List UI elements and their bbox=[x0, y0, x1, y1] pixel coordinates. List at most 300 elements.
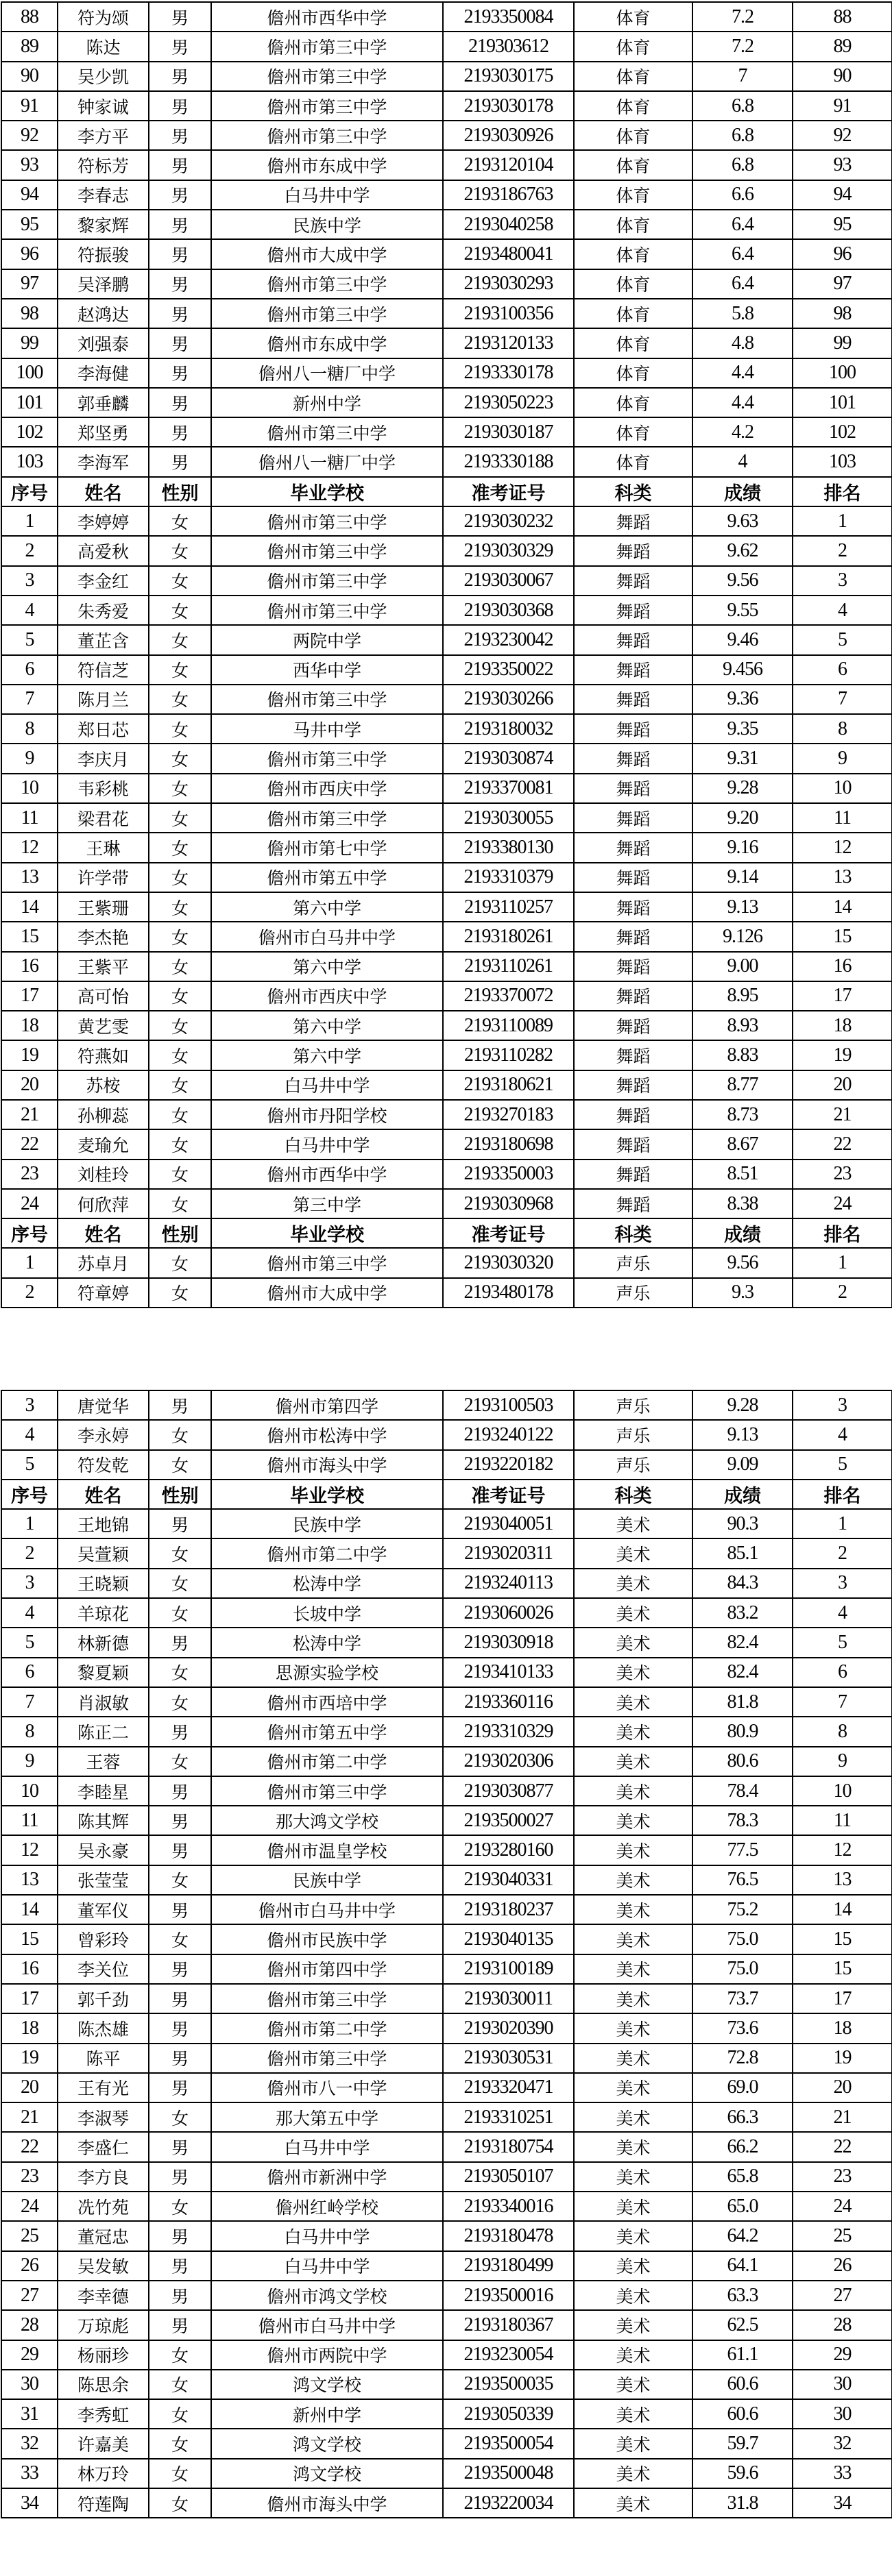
seq-cell: 14 bbox=[1, 892, 58, 922]
score-cell: 80.6 bbox=[692, 1747, 793, 1776]
category-cell: 美术 bbox=[574, 2044, 692, 2073]
exam-id-cell: 2193320471 bbox=[443, 2073, 574, 2102]
score-cell: 59.7 bbox=[692, 2429, 793, 2458]
rank-cell: 2 bbox=[793, 1278, 892, 1308]
score-cell: 9.16 bbox=[692, 833, 793, 862]
category-cell: 美术 bbox=[574, 1776, 692, 1806]
column-header: 科类 bbox=[574, 477, 692, 506]
category-cell: 体育 bbox=[574, 358, 692, 388]
gender-cell: 女 bbox=[149, 1278, 211, 1308]
column-header: 性别 bbox=[149, 1218, 211, 1248]
score-cell: 60.6 bbox=[692, 2399, 793, 2429]
school-cell: 儋州市白马井中学 bbox=[211, 2310, 443, 2340]
table-row bbox=[1, 596, 892, 625]
rank-cell: 22 bbox=[793, 1129, 892, 1159]
exam-id-cell: 2193020390 bbox=[443, 2013, 574, 2043]
name-cell: 麦瑜允 bbox=[58, 1129, 149, 1159]
table-row bbox=[1, 1278, 892, 1308]
score-cell: 9.63 bbox=[692, 506, 793, 536]
table-row bbox=[1, 1598, 892, 1628]
name-cell: 王有光 bbox=[58, 2073, 149, 2102]
seq-cell: 17 bbox=[1, 1984, 58, 2013]
school-cell: 儋州市第三中学 bbox=[211, 1248, 443, 1277]
score-cell: 9.00 bbox=[692, 952, 793, 981]
school-cell: 第六中学 bbox=[211, 952, 443, 981]
gender-cell: 男 bbox=[149, 328, 211, 358]
category-cell: 美术 bbox=[574, 1569, 692, 1598]
gender-cell: 女 bbox=[149, 803, 211, 833]
seq-cell: 25 bbox=[1, 2221, 58, 2250]
seq-cell: 19 bbox=[1, 2044, 58, 2073]
score-cell: 8.83 bbox=[692, 1040, 793, 1070]
table-row bbox=[1, 744, 892, 773]
exam-id-cell: 2193180499 bbox=[443, 2251, 574, 2281]
school-cell: 儋州市第三中学 bbox=[211, 685, 443, 714]
column-header: 性别 bbox=[149, 1480, 211, 1509]
gender-cell: 女 bbox=[149, 1100, 211, 1129]
name-cell: 李永婷 bbox=[58, 1420, 149, 1449]
name-cell: 肖淑敏 bbox=[58, 1687, 149, 1717]
name-cell: 李方平 bbox=[58, 121, 149, 150]
school-cell: 那大第五中学 bbox=[211, 2102, 443, 2132]
score-cell: 6.4 bbox=[692, 210, 793, 239]
table-row bbox=[1, 1835, 892, 1865]
seq-cell: 4 bbox=[1, 1420, 58, 1449]
rank-cell: 13 bbox=[793, 863, 892, 892]
gender-cell: 男 bbox=[149, 2044, 211, 2073]
rank-cell: 29 bbox=[793, 2340, 892, 2370]
school-cell: 第三中学 bbox=[211, 1189, 443, 1218]
table-row bbox=[1, 2281, 892, 2310]
gender-cell: 女 bbox=[149, 625, 211, 654]
score-cell: 6.8 bbox=[692, 91, 793, 121]
exam-id-cell: 2193230054 bbox=[443, 2340, 574, 2370]
seq-cell: 103 bbox=[1, 447, 58, 476]
category-cell: 美术 bbox=[574, 1687, 692, 1717]
score-cell: 6.6 bbox=[692, 180, 793, 210]
table-row bbox=[1, 566, 892, 596]
rank-cell: 5 bbox=[793, 1450, 892, 1480]
category-cell: 舞蹈 bbox=[574, 625, 692, 654]
score-cell: 72.8 bbox=[692, 2044, 793, 2073]
table-row bbox=[1, 1450, 892, 1480]
exam-id-cell: 2193110261 bbox=[443, 952, 574, 981]
gender-cell: 女 bbox=[149, 536, 211, 565]
rank-cell: 7 bbox=[793, 685, 892, 714]
gender-cell: 女 bbox=[149, 1569, 211, 1598]
seq-cell: 9 bbox=[1, 1747, 58, 1776]
category-cell: 舞蹈 bbox=[574, 744, 692, 773]
seq-cell: 13 bbox=[1, 1865, 58, 1895]
rank-cell: 1 bbox=[793, 506, 892, 536]
gender-cell: 男 bbox=[149, 150, 211, 180]
school-cell: 儋州市第二中学 bbox=[211, 2013, 443, 2043]
school-cell: 儋州市第七中学 bbox=[211, 833, 443, 862]
category-cell: 美术 bbox=[574, 1658, 692, 1687]
seq-cell: 96 bbox=[1, 239, 58, 269]
name-cell: 黄艺雯 bbox=[58, 1011, 149, 1040]
column-header: 准考证号 bbox=[443, 1480, 574, 1509]
score-cell: 8.77 bbox=[692, 1070, 793, 1100]
school-cell: 新州中学 bbox=[211, 388, 443, 417]
exam-id-cell: 2193040135 bbox=[443, 1924, 574, 1954]
table-row bbox=[1, 1776, 892, 1806]
table-row bbox=[1, 2102, 892, 2132]
category-cell: 舞蹈 bbox=[574, 1011, 692, 1040]
school-cell: 第六中学 bbox=[211, 892, 443, 922]
rank-cell: 14 bbox=[793, 892, 892, 922]
exam-id-cell: 2193410133 bbox=[443, 1658, 574, 1687]
table-row bbox=[1, 2459, 892, 2488]
rank-cell: 24 bbox=[793, 1189, 892, 1218]
name-cell: 符章婷 bbox=[58, 1278, 149, 1308]
category-cell: 声乐 bbox=[574, 1450, 692, 1480]
rank-cell: 89 bbox=[793, 32, 892, 61]
category-cell: 美术 bbox=[574, 1895, 692, 1924]
seq-cell: 22 bbox=[1, 2132, 58, 2161]
score-cell: 78.3 bbox=[692, 1806, 793, 1835]
seq-cell: 97 bbox=[1, 269, 58, 299]
rank-cell: 25 bbox=[793, 2221, 892, 2250]
rank-cell: 13 bbox=[793, 1865, 892, 1895]
seq-cell: 8 bbox=[1, 1717, 58, 1746]
school-cell: 儋州市第四中学 bbox=[211, 1954, 443, 1984]
category-cell: 美术 bbox=[574, 2488, 692, 2518]
school-cell: 两院中学 bbox=[211, 625, 443, 654]
score-cell: 9.56 bbox=[692, 1248, 793, 1277]
table-row bbox=[1, 2340, 892, 2370]
exam-id-cell: 2193030877 bbox=[443, 1776, 574, 1806]
exam-id-cell: 2193030187 bbox=[443, 417, 574, 447]
rank-cell: 15 bbox=[793, 1954, 892, 1984]
table-row bbox=[1, 625, 892, 654]
gender-cell: 女 bbox=[149, 981, 211, 1011]
name-cell: 陈其辉 bbox=[58, 1806, 149, 1835]
exam-id-cell: 2193480041 bbox=[443, 239, 574, 269]
gender-cell: 女 bbox=[149, 863, 211, 892]
table-row bbox=[1, 1040, 892, 1070]
category-cell: 舞蹈 bbox=[574, 596, 692, 625]
category-cell: 声乐 bbox=[574, 1278, 692, 1308]
gender-cell: 男 bbox=[149, 62, 211, 91]
score-cell: 8.51 bbox=[692, 1160, 793, 1189]
category-cell: 舞蹈 bbox=[574, 774, 692, 803]
score-cell: 83.2 bbox=[692, 1598, 793, 1628]
school-cell: 儋州市第三中学 bbox=[211, 32, 443, 61]
rank-cell: 90 bbox=[793, 62, 892, 91]
category-cell: 美术 bbox=[574, 1509, 692, 1538]
name-cell: 韦彩桃 bbox=[58, 774, 149, 803]
name-cell: 陈平 bbox=[58, 2044, 149, 2073]
rank-cell: 16 bbox=[793, 952, 892, 981]
column-header: 姓名 bbox=[58, 477, 149, 506]
table-row bbox=[1, 1865, 892, 1895]
seq-cell: 24 bbox=[1, 1189, 58, 1218]
seq-cell: 32 bbox=[1, 2429, 58, 2458]
gender-cell: 女 bbox=[149, 1160, 211, 1189]
seq-cell: 34 bbox=[1, 2488, 58, 2518]
exam-id-cell: 2193180754 bbox=[443, 2132, 574, 2161]
gender-cell: 男 bbox=[149, 2132, 211, 2161]
name-cell: 王蓉 bbox=[58, 1747, 149, 1776]
rank-cell: 15 bbox=[793, 922, 892, 951]
name-cell: 符为颂 bbox=[58, 2, 149, 32]
rank-cell: 3 bbox=[793, 1390, 892, 1420]
name-cell: 羊琼花 bbox=[58, 1598, 149, 1628]
table-row bbox=[1, 1538, 892, 1568]
name-cell: 吴永豪 bbox=[58, 1835, 149, 1865]
exam-id-cell: 2193060026 bbox=[443, 1598, 574, 1628]
rank-cell: 99 bbox=[793, 328, 892, 358]
gender-cell: 男 bbox=[149, 1390, 211, 1420]
score-cell: 7.2 bbox=[692, 2, 793, 32]
gender-cell: 女 bbox=[149, 1248, 211, 1277]
school-cell: 儋州市海头中学 bbox=[211, 2488, 443, 2518]
rank-cell: 2 bbox=[793, 536, 892, 565]
rank-cell: 11 bbox=[793, 1806, 892, 1835]
rank-cell: 27 bbox=[793, 2281, 892, 2310]
exam-id-cell: 2193180261 bbox=[443, 922, 574, 951]
seq-cell: 12 bbox=[1, 1835, 58, 1865]
score-cell: 8.73 bbox=[692, 1100, 793, 1129]
exam-id-cell: 2193120104 bbox=[443, 150, 574, 180]
seq-cell: 2 bbox=[1, 536, 58, 565]
category-cell: 舞蹈 bbox=[574, 863, 692, 892]
score-cell: 9.28 bbox=[692, 774, 793, 803]
category-cell: 美术 bbox=[574, 1806, 692, 1835]
header-row bbox=[1, 477, 892, 506]
name-cell: 钟家诚 bbox=[58, 91, 149, 121]
rank-cell: 19 bbox=[793, 1040, 892, 1070]
school-cell: 思源实验学校 bbox=[211, 1658, 443, 1687]
name-cell: 郑日芯 bbox=[58, 714, 149, 744]
category-cell: 体育 bbox=[574, 388, 692, 417]
seq-cell: 23 bbox=[1, 1160, 58, 1189]
score-cell: 9.35 bbox=[692, 714, 793, 744]
table-row bbox=[1, 1984, 892, 2013]
category-cell: 舞蹈 bbox=[574, 952, 692, 981]
exam-id-cell: 2193050339 bbox=[443, 2399, 574, 2429]
school-cell: 儋州市第三中学 bbox=[211, 536, 443, 565]
name-cell: 李方良 bbox=[58, 2162, 149, 2192]
column-header: 科类 bbox=[574, 1218, 692, 1248]
name-cell: 李庆月 bbox=[58, 744, 149, 773]
gender-cell: 女 bbox=[149, 1924, 211, 1954]
gender-cell: 女 bbox=[149, 1598, 211, 1628]
exam-id-cell: 2193050223 bbox=[443, 388, 574, 417]
name-cell: 陈思余 bbox=[58, 2370, 149, 2399]
school-cell: 儋州市西培中学 bbox=[211, 1687, 443, 1717]
table-row bbox=[1, 1129, 892, 1159]
gender-cell: 女 bbox=[149, 1189, 211, 1218]
school-cell: 儋州市鸿文学校 bbox=[211, 2281, 443, 2310]
seq-cell: 16 bbox=[1, 1954, 58, 1984]
school-cell: 鸿文学校 bbox=[211, 2429, 443, 2458]
category-cell: 体育 bbox=[574, 180, 692, 210]
exam-id-cell: 2193370081 bbox=[443, 774, 574, 803]
column-header: 序号 bbox=[1, 1480, 58, 1509]
gender-cell: 女 bbox=[149, 685, 211, 714]
name-cell: 陈达 bbox=[58, 32, 149, 61]
rank-cell: 12 bbox=[793, 1835, 892, 1865]
category-cell: 体育 bbox=[574, 269, 692, 299]
school-cell: 儋州市海头中学 bbox=[211, 1450, 443, 1480]
school-cell: 儋州市八一中学 bbox=[211, 2073, 443, 2102]
seq-cell: 1 bbox=[1, 506, 58, 536]
exam-id-cell: 2193020311 bbox=[443, 1538, 574, 1568]
name-cell: 唐觉华 bbox=[58, 1390, 149, 1420]
rank-cell: 93 bbox=[793, 150, 892, 180]
seq-cell: 26 bbox=[1, 2251, 58, 2281]
table-row bbox=[1, 1070, 892, 1100]
exam-id-cell: 2193030293 bbox=[443, 269, 574, 299]
school-cell: 儋州市第二中学 bbox=[211, 1747, 443, 1776]
name-cell: 董芷含 bbox=[58, 625, 149, 654]
score-cell: 61.1 bbox=[692, 2340, 793, 2370]
name-cell: 曾彩玲 bbox=[58, 1924, 149, 1954]
results-table-body bbox=[1, 2, 892, 1308]
gender-cell: 男 bbox=[149, 210, 211, 239]
header-row bbox=[1, 1480, 892, 1509]
school-cell: 儋州市第二中学 bbox=[211, 1538, 443, 1568]
name-cell: 苏卓月 bbox=[58, 1248, 149, 1277]
gender-cell: 女 bbox=[149, 744, 211, 773]
name-cell: 李杰艳 bbox=[58, 922, 149, 951]
rank-cell: 4 bbox=[793, 1420, 892, 1449]
score-cell: 9.62 bbox=[692, 536, 793, 565]
score-cell: 9.46 bbox=[692, 625, 793, 654]
school-cell: 白马井中学 bbox=[211, 180, 443, 210]
table-row bbox=[1, 774, 892, 803]
name-cell: 符标芳 bbox=[58, 150, 149, 180]
name-cell: 符发乾 bbox=[58, 1450, 149, 1480]
gender-cell: 女 bbox=[149, 1687, 211, 1717]
gender-cell: 男 bbox=[149, 2221, 211, 2250]
name-cell: 符莲陶 bbox=[58, 2488, 149, 2518]
gender-cell: 女 bbox=[149, 2459, 211, 2488]
exam-id-cell: 2193500054 bbox=[443, 2429, 574, 2458]
name-cell: 吴泽鹏 bbox=[58, 269, 149, 299]
category-cell: 美术 bbox=[574, 2370, 692, 2399]
seq-cell: 102 bbox=[1, 417, 58, 447]
score-cell: 4.2 bbox=[692, 417, 793, 447]
header-row bbox=[1, 1218, 892, 1248]
exam-id-cell: 2193280160 bbox=[443, 1835, 574, 1865]
school-cell: 儋州市白马井中学 bbox=[211, 922, 443, 951]
rank-cell: 21 bbox=[793, 2102, 892, 2132]
score-cell: 81.8 bbox=[692, 1687, 793, 1717]
gender-cell: 男 bbox=[149, 2251, 211, 2281]
exam-id-cell: 2193186763 bbox=[443, 180, 574, 210]
score-cell: 9.56 bbox=[692, 566, 793, 596]
exam-id-cell: 2193030266 bbox=[443, 685, 574, 714]
exam-id-cell: 2193030067 bbox=[443, 566, 574, 596]
exam-id-cell: 2193020306 bbox=[443, 1747, 574, 1776]
gender-cell: 男 bbox=[149, 1984, 211, 2013]
exam-id-cell: 2193220182 bbox=[443, 1450, 574, 1480]
rank-cell: 3 bbox=[793, 566, 892, 596]
rank-cell: 9 bbox=[793, 1747, 892, 1776]
school-cell: 儋州市丹阳学校 bbox=[211, 1100, 443, 1129]
seq-cell: 100 bbox=[1, 358, 58, 388]
gender-cell: 男 bbox=[149, 1895, 211, 1924]
gender-cell: 男 bbox=[149, 2281, 211, 2310]
rank-cell: 4 bbox=[793, 1598, 892, 1628]
name-cell: 王地锦 bbox=[58, 1509, 149, 1538]
gender-cell: 男 bbox=[149, 2162, 211, 2192]
school-cell: 儋州市第三中学 bbox=[211, 1984, 443, 2013]
category-cell: 美术 bbox=[574, 1717, 692, 1746]
table-row bbox=[1, 2162, 892, 2192]
exam-id-cell: 2193030926 bbox=[443, 121, 574, 150]
table-row bbox=[1, 1687, 892, 1717]
category-cell: 美术 bbox=[574, 2281, 692, 2310]
rank-cell: 5 bbox=[793, 1628, 892, 1657]
gender-cell: 男 bbox=[149, 121, 211, 150]
exam-id-cell: 2193030918 bbox=[443, 1628, 574, 1657]
table-row bbox=[1, 1628, 892, 1657]
school-cell: 儋州市白马井中学 bbox=[211, 1895, 443, 1924]
seq-cell: 30 bbox=[1, 2370, 58, 2399]
score-cell: 64.1 bbox=[692, 2251, 793, 2281]
score-cell: 77.5 bbox=[692, 1835, 793, 1865]
seq-cell: 28 bbox=[1, 2310, 58, 2340]
school-cell: 儋州市第三中学 bbox=[211, 269, 443, 299]
score-cell: 90.3 bbox=[692, 1509, 793, 1538]
name-cell: 何欣萍 bbox=[58, 1189, 149, 1218]
exam-id-cell: 2193100503 bbox=[443, 1390, 574, 1420]
seq-cell: 6 bbox=[1, 655, 58, 685]
table-row bbox=[1, 1390, 892, 1420]
rank-cell: 9 bbox=[793, 744, 892, 773]
school-cell: 民族中学 bbox=[211, 1865, 443, 1895]
column-header: 成绩 bbox=[692, 1218, 793, 1248]
category-cell: 舞蹈 bbox=[574, 655, 692, 685]
exam-id-cell: 2193040331 bbox=[443, 1865, 574, 1895]
school-cell: 西华中学 bbox=[211, 655, 443, 685]
seq-cell: 95 bbox=[1, 210, 58, 239]
exam-id-cell: 2193030531 bbox=[443, 2044, 574, 2073]
gender-cell: 女 bbox=[149, 892, 211, 922]
rank-cell: 32 bbox=[793, 2429, 892, 2458]
seq-cell: 91 bbox=[1, 91, 58, 121]
gender-cell: 男 bbox=[149, 417, 211, 447]
category-cell: 美术 bbox=[574, 1835, 692, 1865]
column-header: 姓名 bbox=[58, 1218, 149, 1248]
table-row bbox=[1, 2429, 892, 2458]
exam-id-cell: 2193240122 bbox=[443, 1420, 574, 1449]
table-row bbox=[1, 892, 892, 922]
column-header: 毕业学校 bbox=[211, 1218, 443, 1248]
score-cell: 63.3 bbox=[692, 2281, 793, 2310]
exam-id-cell: 2193240113 bbox=[443, 1569, 574, 1598]
name-cell: 李海健 bbox=[58, 358, 149, 388]
category-cell: 体育 bbox=[574, 62, 692, 91]
category-cell: 体育 bbox=[574, 239, 692, 269]
rank-cell: 26 bbox=[793, 2251, 892, 2281]
column-header: 成绩 bbox=[692, 1480, 793, 1509]
seq-cell: 90 bbox=[1, 62, 58, 91]
gender-cell: 女 bbox=[149, 774, 211, 803]
school-cell: 白马井中学 bbox=[211, 2132, 443, 2161]
rank-cell: 19 bbox=[793, 2044, 892, 2073]
exam-id-cell: 2193500027 bbox=[443, 1806, 574, 1835]
name-cell: 刘强泰 bbox=[58, 328, 149, 358]
name-cell: 梁君花 bbox=[58, 803, 149, 833]
gender-cell: 女 bbox=[149, 2370, 211, 2399]
gender-cell: 男 bbox=[149, 1776, 211, 1806]
school-cell: 儋州市第三中学 bbox=[211, 566, 443, 596]
